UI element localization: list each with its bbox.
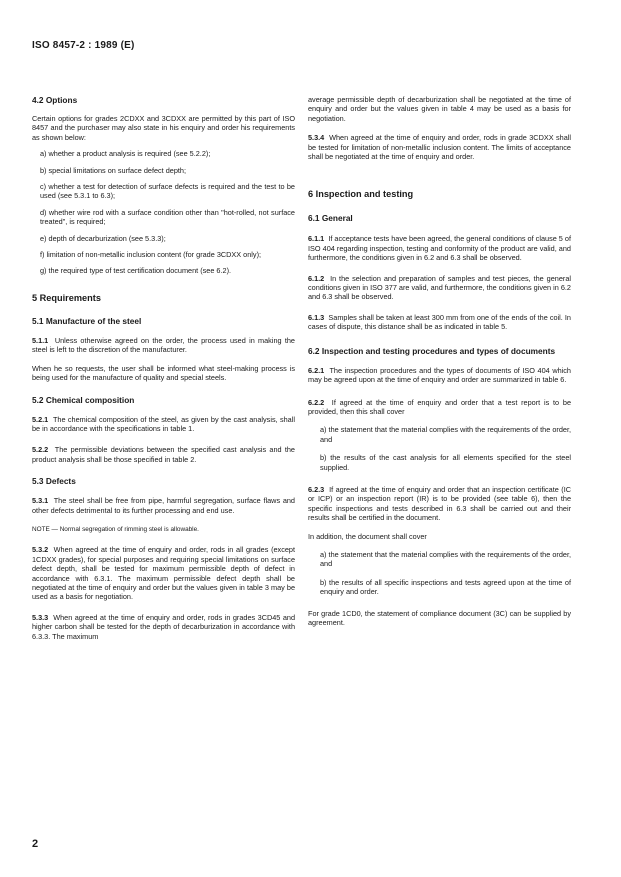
document-item-a: a) the statement that the material complies with the requirements of the order, and — [320, 549, 571, 569]
para-6-2-1 — [308, 366, 571, 385]
left-column — [32, 95, 295, 641]
para-number: 6.1.2 — [308, 273, 325, 283]
para-number: 5.3.3 — [32, 612, 49, 622]
para-in-addition: In addition, the document shall cover — [308, 531, 427, 541]
para-number: 6.1.1 — [308, 234, 325, 244]
heading-6: 6 Inspection and testing — [308, 189, 414, 200]
option-d: d) whether wire rod with a surface condition other than "hot-rolled, not surface treated", is required; — [40, 207, 295, 227]
heading-5-3: 5.3 Defects — [32, 476, 76, 487]
options-intro: Certain options for grades 2CDXX and 3CDXX are permitted by this part of ISO 8457 and the purchaser may also state in his enquiry and order his requirements as shown below: — [32, 114, 295, 142]
test-report-item-b: b) the results of the cast analysis for all elements specified for the steel supplied. — [320, 453, 571, 472]
heading-6-1: 6.1 General — [308, 213, 353, 224]
para-6-1-1 — [308, 234, 571, 262]
option-b: b) special limitations on surface defect depth; — [40, 165, 187, 175]
note: NOTE — Normal segregation of rimming steel is allowable. — [32, 525, 199, 533]
option-a: a) whether a product analysis is required (see 5.2.2); — [40, 149, 211, 159]
para-number: 6.2.2 — [308, 397, 325, 407]
para-number: 6.1.3 — [308, 312, 325, 322]
para-5-3-2 — [32, 545, 295, 601]
para-text: The chemical composition of the steel, as given by the cast analysis, shall be in accordance with the specifications in table 1. — [32, 414, 295, 433]
para-5-1-1 — [32, 336, 295, 355]
option-e: e) depth of decarburization (see 5.3.3); — [40, 233, 166, 243]
right-column — [308, 95, 571, 627]
para-text: If agreed at the time of enquiry and order that an inspection certificate (IC or ICP) or an inspection report (IR) is to be provided (see table 6), then the specific inspections and tests described in 6.3 shall be carried out and their results shall be certified in the document. — [308, 484, 571, 523]
para-text: When agreed at the time of enquiry and order, rods in grade 3CDXX shall be tested for limitation of non-metallic inclusion content. The limits of acceptance shall be negotiated at the time of enquiry and order. — [308, 133, 571, 162]
heading-5-1: 5.1 Manufacture of the steel — [32, 315, 142, 326]
para-text: If agreed at the time of enquiry and order that a test report is to be provided, then this shall cover — [308, 397, 571, 416]
para-6-2-2 — [308, 398, 571, 417]
para-5-3-3-continued: average permissible depth of decarburization shall be negotiated at the time of enquiry and order but the values given in table 4 may be used as a basis for negotiation. — [308, 95, 571, 123]
test-report-item-a: a) the statement that the material complies with the requirements of the order, and — [320, 425, 571, 444]
para-text: When agreed at the time of enquiry and order, rods in all grades (except 1CDXX grades), for special purposes and requiring special limitations on surface defect depth, shall be tested for maximum permissible depth of defect in accordance with 6.3.1. The maximum permissible defect depth shall be negotiated at the time of enquiry and order but the values given in table 3 may be used as a basis for negotiation. — [32, 545, 295, 602]
option-g: g) the required type of test certification document (see 6.2). — [40, 266, 232, 276]
para-number: 5.3.4 — [308, 133, 325, 143]
para-text: When agreed at the time of enquiry and order, rods in grades 3CD45 and higher carbon shall be tested for the depth of decarburization in accordance with 6.3.3. The maximum — [32, 612, 296, 641]
para-5-3-3 — [32, 613, 295, 641]
para-5-3-4 — [308, 133, 571, 161]
para-text: The permissible deviations between the specified cast analysis and the product analysis shall be those specified in table 2. — [32, 445, 295, 464]
para-number: 5.3.2 — [32, 545, 49, 555]
para-5-3-1 — [32, 496, 295, 515]
para-number: 5.2.1 — [32, 414, 49, 424]
para-5-2-2 — [32, 445, 295, 464]
para-number: 6.2.3 — [308, 484, 325, 494]
document-header: ISO 8457-2 : 1989 (E) — [32, 40, 135, 51]
para-6-2-3 — [308, 485, 571, 523]
heading-4-2: 4.2 Options — [32, 95, 78, 105]
para-number: 5.1.1 — [32, 335, 49, 345]
option-c: c) whether a test for detection of surface defects is required and the test to be used (see 5.3.1 to 6.3); — [40, 182, 295, 201]
para-text: Unless otherwise agreed on the order, the process used in making the steel is left to the discretion of the manufacturer. — [32, 335, 295, 355]
para-text: The inspection procedures and the types of documents of ISO 404 which may be agreed upon at the time of enquiry and order are summarized in table 6. — [308, 365, 571, 385]
heading-5: 5 Requirements — [32, 292, 101, 303]
para-5-1-1b: When he so requests, the user shall be informed what steel-making process is being used for the manufacture of quality and special steels. — [32, 363, 295, 383]
document-item-b: b) the results of all specific inspections and tests agreed upon at the time of enquiry and order. — [320, 577, 571, 597]
para-grade-1cd0: For grade 1CD0, the statement of compliance document (3C) can be supplied by agreement. — [308, 608, 571, 627]
para-number: 5.2.2 — [32, 445, 49, 455]
para-text: Samples shall be taken at least 300 mm from one of the ends of the coil. In cases of dispute, this distance shall be as indicated in table 5. — [308, 312, 571, 332]
para-text: The steel shall be free from pipe, harmful segregation, surface flaws and other defects detrimental to its further processing and end use. — [32, 496, 295, 515]
option-f: f) limitation of non-metallic inclusion content (for grade 3CDXX only); — [40, 250, 262, 260]
para-number: 6.2.1 — [308, 365, 325, 375]
para-6-1-3 — [308, 313, 571, 332]
para-5-2-1 — [32, 415, 295, 434]
heading-6-2: 6.2 Inspection and testing procedures and types of documents — [308, 345, 556, 356]
para-number: 5.3.1 — [32, 496, 49, 506]
para-text: In the selection and preparation of samples and test pieces, the general conditions given in ISO 377 are valid, and furthermore, the conditions given in 6.2 and 6.3 shall be observed. — [308, 273, 571, 302]
para-6-1-2 — [308, 274, 571, 302]
page-number: 2 — [32, 838, 39, 850]
heading-5-2: 5.2 Chemical composition — [32, 394, 135, 405]
para-text: If acceptance tests have been agreed, the general conditions of clause 5 of ISO 404 regarding inspection, testing and conformity of the product are valid, and furthermore, the conditions given in 6.2 and 6.3 shall be observed. — [308, 234, 571, 263]
